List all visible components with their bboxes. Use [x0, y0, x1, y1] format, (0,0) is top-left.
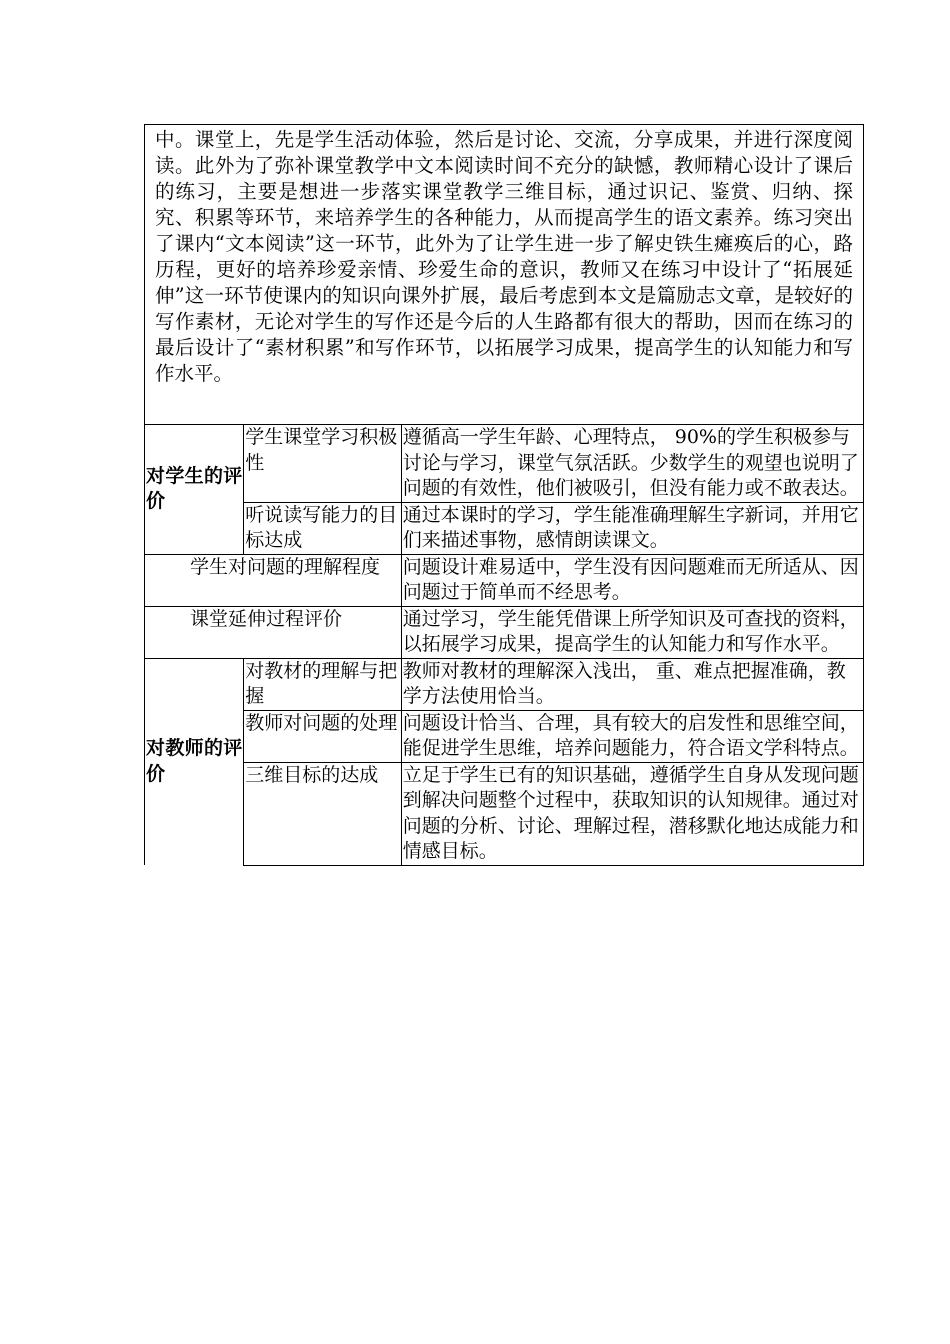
criterion-cell: 听说读写能力的目标达成	[244, 502, 401, 554]
table-row	[145, 502, 864, 554]
table-row	[145, 425, 864, 503]
criterion-cell: 课堂延伸过程评价	[145, 606, 402, 658]
criterion-cell: 三维目标的达成	[244, 762, 401, 865]
comment-cell: 通过本课时的学习，学生能准确理解生字新词，并用它们来描述事物，感情朗读课文。	[401, 502, 863, 554]
table-row	[145, 554, 864, 606]
document-page	[144, 124, 864, 866]
intro-paragraph: 中。课堂上，先是学生活动体验，然后是讨论、交流，分享成果，并进行深度阅读。此外为了弥补课堂教学中文本阅读时间不充分的缺憾，教师精心设计了课后的练习，主要是想进一步落实课堂教学三维目标，通过识记、鉴赏、归纳、探究、积累等环节，来培养学生的各种能力，从而提高学生的语文素养。练习突出了课内“文本阅读”这一环节，此外为了让学生进一步了解史铁生瘫痪后的心，路历程，更好的培养珍爱亲情、珍爱生命的意识，教师又在练习中设计了“拓展延伸”这一环节使课内的知识向课外扩展，最后考虑到本文是篇励志文章，是较好的写作素材，无论对学生的写作还是今后的人生路都有很大的帮助，因而在练习的最后设计了“素材积累”和写作环节，以拓展学习成果，提高学生的认知能力和写作水平。	[144, 124, 864, 424]
student-eval-header: 对学生的评价	[145, 425, 244, 555]
criterion-cell: 教师对问题的处理	[244, 710, 401, 762]
table-row	[145, 710, 864, 762]
evaluation-table	[144, 424, 864, 866]
table-row	[145, 606, 864, 658]
comment-cell: 问题设计难易适中，学生没有因问题难而无所适从、因问题过于简单而不经思考。	[401, 554, 863, 606]
teacher-eval-header: 对教师的评价	[145, 658, 244, 865]
comment-cell: 教师对教材的理解深入浅出， 重、难点把握准确，教学方法使用恰当。	[401, 658, 863, 710]
table-row	[145, 762, 864, 865]
comment-cell: 遵循高一学生年龄、心理特点， 90%的学生积极参与讨论与学习，课堂气氛活跃。少数学生的观望也说明了问题的有效性，他们被吸引，但没有能力或不敢表达。	[401, 425, 863, 503]
criterion-cell: 学生课堂学习积极性	[244, 425, 401, 503]
table-row	[145, 658, 864, 710]
comment-cell: 问题设计恰当、合理，具有较大的启发性和思维空间，能促进学生思维，培养问题能力，符合语文学科特点。	[401, 710, 863, 762]
comment-cell: 通过学习，学生能凭借课上所学知识及可查找的资料，以拓展学习成果，提高学生的认知能力和写作水平。	[401, 606, 863, 658]
criterion-cell: 对教材的理解与把握	[244, 658, 401, 710]
comment-cell: 立足于学生已有的知识基础，遵循学生自身从发现问题到解决问题整个过程中，获取知识的认知规律。通过对问题的分析、讨论、理解过程，潜移默化地达成能力和情感目标。	[401, 762, 863, 865]
criterion-cell: 学生对问题的理解程度	[145, 554, 402, 606]
